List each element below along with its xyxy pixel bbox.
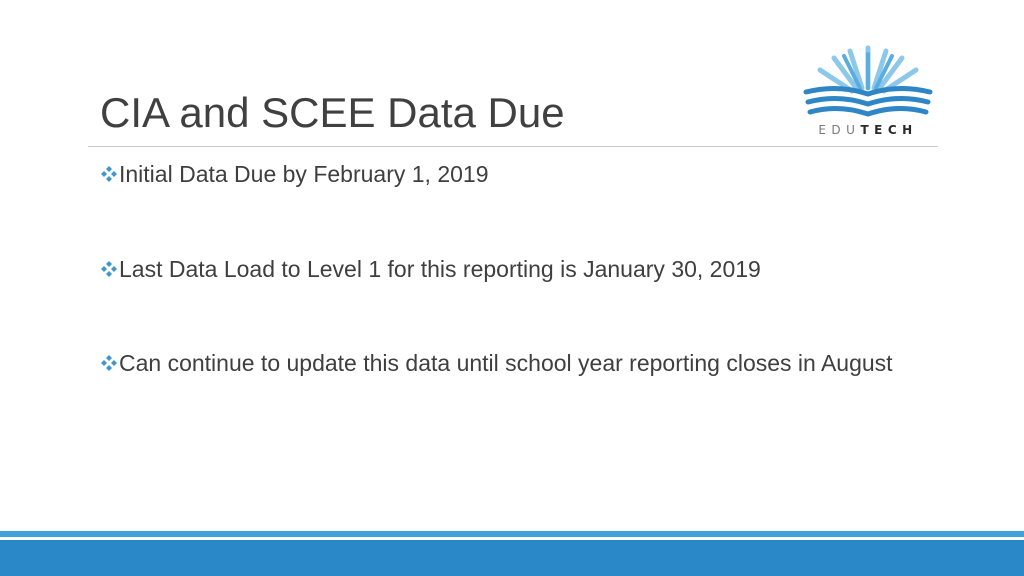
footer-accent-line (0, 531, 1024, 537)
diamond-bullet-icon (100, 260, 118, 278)
bullet-text: Can continue to update this data until school year reporting closes in August (119, 350, 893, 376)
diamond-bullet-icon (100, 354, 118, 372)
logo-wordmark-tech: TECH (860, 123, 918, 137)
edutech-logo (800, 42, 936, 142)
bullet-text: Initial Data Due by February 1, 2019 (119, 161, 489, 187)
bullet-item (100, 158, 940, 190)
logo-wordmark-edu: EDU (818, 123, 861, 137)
footer-band (0, 540, 1024, 576)
bullet-text: Last Data Load to Level 1 for this reporting is January 30, 2019 (119, 256, 761, 282)
diamond-bullet-icon (100, 165, 118, 183)
title-divider (88, 146, 938, 147)
bullet-item (100, 253, 940, 285)
logo-wordmark (800, 123, 936, 137)
sunrise-book-icon (800, 42, 936, 122)
slide-title: CIA and SCEE Data Due (100, 89, 565, 136)
bullet-item (100, 347, 940, 379)
